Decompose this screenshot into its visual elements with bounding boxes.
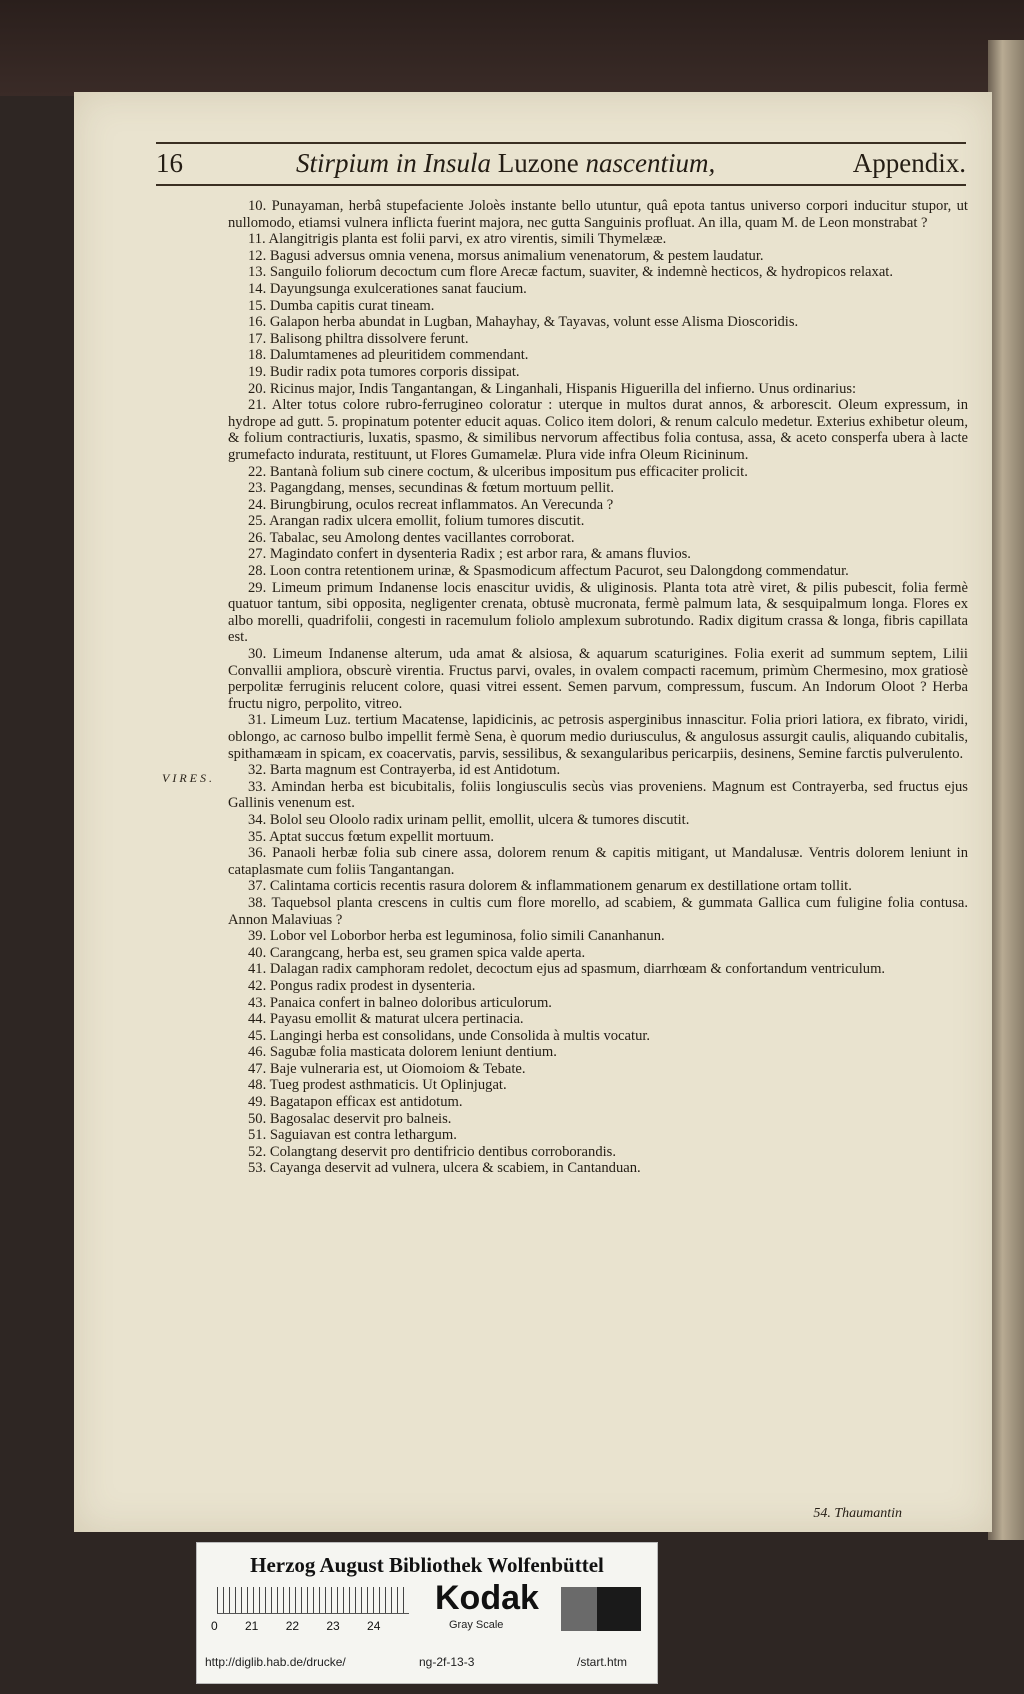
paragraph-entry: 44. Payasu emollit & maturat ulcera pertinacia. <box>248 1011 524 1028</box>
library-url: http://diglib.hab.de/drucke/ <box>205 1655 346 1669</box>
paragraph-entry: 27. Magindato confert in dysenteria Radix ; est arbor rara, & amans fluvios. <box>248 546 691 563</box>
paragraph-entry: 16. Galapon herba abundat in Lugban, Mahayhay, & Tayavas, volunt esse Alisma Dioscoridis. <box>248 314 799 331</box>
gray-patch-mid <box>561 1587 597 1631</box>
section-label: Appendix. <box>852 148 966 178</box>
paragraph-entry: 32. Barta magnum est Contrayerba, id est Antidotum. <box>248 762 561 779</box>
shelfmark: ng-2f-13-3 <box>419 1655 475 1669</box>
paragraph-entry: 37. Calintama corticis recentis rasura dolorem & inflammationem genarum ex destillatione ortam tollit. <box>248 878 852 895</box>
paragraph-entry: 39. Lobor vel Loborbor herba est leguminosa, folio simili Cananhanun. <box>248 928 665 945</box>
paragraph-entry: 30. Limeum Indanense alterum, uda amat & alsiosa, & aquarum scaturigines. Folia exerit ad summum septem, Lilii Convallii ampliora, obscurè virentia. Fructus parvi, ovales, in ovalem compacti racemum, primùm Chermesino, mox gratiosè perpolitæ ferruginis relucent colore, quasi vitrei essent. Semen parvum, compressum, fuscum. An Indorum Oloot ? Herba fructu nigro, perpolito, vitreo. <box>228 646 968 712</box>
paragraph-entry: 11. Alangitrigis planta est folii parvi, ex atro virentis, simili Thymelææ. <box>248 231 667 248</box>
scale-ruler <box>217 1587 409 1614</box>
start-link: /start.htm <box>577 1655 628 1669</box>
paragraph-entry: 51. Saguiavan est contra lethargum. <box>248 1127 457 1144</box>
paragraph-entry: 13. Sanguilo foliorum decoctum cum flore Arecæ factum, suaviter, & indemnè hecticos, & hydropicos relaxat. <box>248 264 894 281</box>
paragraph-entry: 17. Balisong philtra dissolvere ferunt. <box>248 330 469 347</box>
paragraph-entry: 36. Panaoli herbæ folia sub cinere assa, dolorem renum & capitis mitigant, ut Mandalusæ. Ventris dolorem leniunt in cataplasmate cum foliis Tangantangan. <box>228 845 968 878</box>
page-number: 16 <box>156 148 183 178</box>
paragraph-entry: 14. Dayungsunga exulcerationes sanat faucium. <box>248 280 527 297</box>
paragraph-entry: 52. Colangtang deservit pro dentifricio dentibus corroborandis. <box>248 1143 617 1160</box>
paragraph-entry: 29. Limeum primum Indanense locis enascitur uvidis, & uliginosis. Planta tota atrè viret, & pilis pubescit, folia fermè quatuor tantum, sibi opposita, negligenter crenata, obtusè mucronata, fermè palmum lata, & sesquipalmum longa. Flores ex albo morelli, quadrifolii, congesti in racemulum foliolo amplexum subrotundo. Radix digitum crassa & longa, fibris capillata est. <box>228 579 968 646</box>
scan-page-edge <box>988 40 1024 1540</box>
running-title <box>296 148 715 179</box>
paragraph-entry: 49. Bagatapon efficax est antidotum. <box>248 1094 463 1111</box>
running-title-upright: Luzone <box>497 148 579 178</box>
paragraph-entry: 22. Bantanà folium sub cinere coctum, & ulceribus impositum pus efficaciter prolicit. <box>248 463 748 480</box>
paragraph-entry: 15. Dumba capitis curat tineam. <box>248 297 435 314</box>
paragraph-entry: 18. Dalumtamenes ad pleuritidem commendant. <box>248 347 529 364</box>
library-name: Herzog August Bibliothek Wolfenbüttel <box>250 1553 604 1577</box>
paragraph-entry: 40. Carangcang, herba est, seu gramen spica valde aperta. <box>248 944 586 961</box>
paragraph-entry: 53. Cayanga deservit ad vulnera, ulcera & scabiem, in Cantanduan. <box>248 1160 641 1177</box>
paragraph-entry: 31. Limeum Luz. tertium Macatense, lapidicinis, ac petrosis asperginibus innascitur. Folia priori latiora, ex fibrato, viridi, oblongo, ac carnoso bulbo impellit fermè Sena, è quorum medio duriusculus, & angulosus assurgit caulis, aliquando cubitalis, spithamæam in spicam, ex coacervatis, parvis, sessilibus, & sexangularibus pericarpiis, desinens, Semine farctis pulverulento. <box>228 712 968 762</box>
paragraph-entry: 19. Budir radix pota tumores corporis dissipat. <box>248 363 520 380</box>
catchword: 54. Thaumantin <box>813 1506 902 1521</box>
running-title-italic: Stirpium in Insula <box>296 148 492 178</box>
paragraph-entry: 38. Taquebsol planta crescens in cultis cum flore morello, ad scabiem, & gummata Gallica cum fuligine folia contusa. Annon Malaviuas ? <box>228 894 968 928</box>
paragraph-entry: 42. Pongus radix prodest in dysenteria. <box>248 977 476 994</box>
paragraph-entry: 48. Tueg prodest asthmaticis. Ut Oplinjugat. <box>248 1077 507 1094</box>
gray-scale-label: Gray Scale <box>449 1619 504 1631</box>
margin-note: VIRES. <box>162 771 215 785</box>
paragraph-entry: 43. Panaica confert in balneo doloribus articulorum. <box>248 994 552 1011</box>
scan-target-card <box>196 1542 658 1684</box>
scale-numbers: 0 21 22 23 24 <box>211 1619 381 1633</box>
paragraph-entry: 41. Dalagan radix camphoram redolet, decoctum ejus ad spasmum, diarrhœam & confortandum ventriculum. <box>248 961 886 978</box>
paragraph-entry: 34. Bolol seu Oloolo radix urinam pellit, emollit, ulcera & tumores discutit. <box>248 811 690 828</box>
page-body <box>228 198 968 1177</box>
paragraph-entry: 12. Bagusi adversus omnia venena, morsus animalium venenatorum, & pestem laudatur. <box>248 247 764 264</box>
running-header <box>156 142 966 186</box>
kodak-logo: Kodak <box>435 1579 539 1617</box>
gray-patch-dark <box>597 1587 641 1631</box>
paragraph-entry: 35. Aptat succus fœtum expellit mortuum. <box>248 828 495 845</box>
paragraph-entry: 33. Amindan herba est bicubitalis, foliis longiusculis secùs vias proveniens. Magnum est Contrayerba, sed fructus ejus Gallinis venenum est. <box>228 778 968 812</box>
paragraph-entry: 20. Ricinus major, Indis Tangantangan, & Linganhali, Hispanis Higuerilla del infierno. Unus ordinarius: <box>248 380 857 397</box>
paragraph-entry: 24. Birungbirung, oculos recreat inflammatos. An Verecunda ? <box>248 496 614 513</box>
running-title-end: nascentium, <box>585 148 716 178</box>
paragraph-entry: 23. Pagangdang, menses, secundinas & fœtum mortuum pellit. <box>248 480 615 497</box>
paragraph-entry: 28. Loon contra retentionem urinæ, & Spasmodicum affectum Pacurot, seu Dalongdong commendatur. <box>248 563 849 580</box>
scan-background-top <box>0 0 1024 96</box>
paragraph-entry: 10. Punayaman, herbâ stupefaciente Joloès instante bello utuntur, quâ epota tantus universo corpori inducitur stupor, ut nullomodo, etiamsi vulnera inflicta fuerint majora, nec gutta Sanguinis profluat. An illa, quam M. de Leon monstrabat ? <box>228 198 968 231</box>
book-page <box>74 92 992 1532</box>
paragraph-entry: 26. Tabalac, seu Amolong dentes vacillantes corroborat. <box>248 529 575 546</box>
paragraph-entry: 21. Alter totus colore rubro-ferrugineo coloratur : uterque in multos durat annos, & arborescit. Oleum expressum, in hydrope ad gutt. 5. propinatum potenter educit aquas. Colico item dolori, & renum calculo medetur. Exterius exhibetur oleum, & folium contractiuris, luxatis, spasmo, & similibus nervorum affectibus folia contusa, assa, & aceto consperfa ubera à lacte grumefacto indurata, restituunt, ut Flores Gumamelæ. Plura vide infra Oleum Ricininum. <box>228 397 968 463</box>
paragraph-entry: 46. Sagubæ folia masticata dolorem leniunt dentium. <box>248 1044 557 1061</box>
paragraph-entry: 50. Bagosalac deservit pro balneis. <box>248 1110 452 1127</box>
paragraph-entry: 47. Baje vulneraria est, ut Oiomoiom & Tebate. <box>248 1060 526 1077</box>
paragraph-entry: 25. Arangan radix ulcera emollit, folium tumores discutit. <box>248 513 585 530</box>
paragraph-entry: 45. Langingi herba est consolidans, unde Consolida à multis vocatur. <box>248 1027 651 1044</box>
